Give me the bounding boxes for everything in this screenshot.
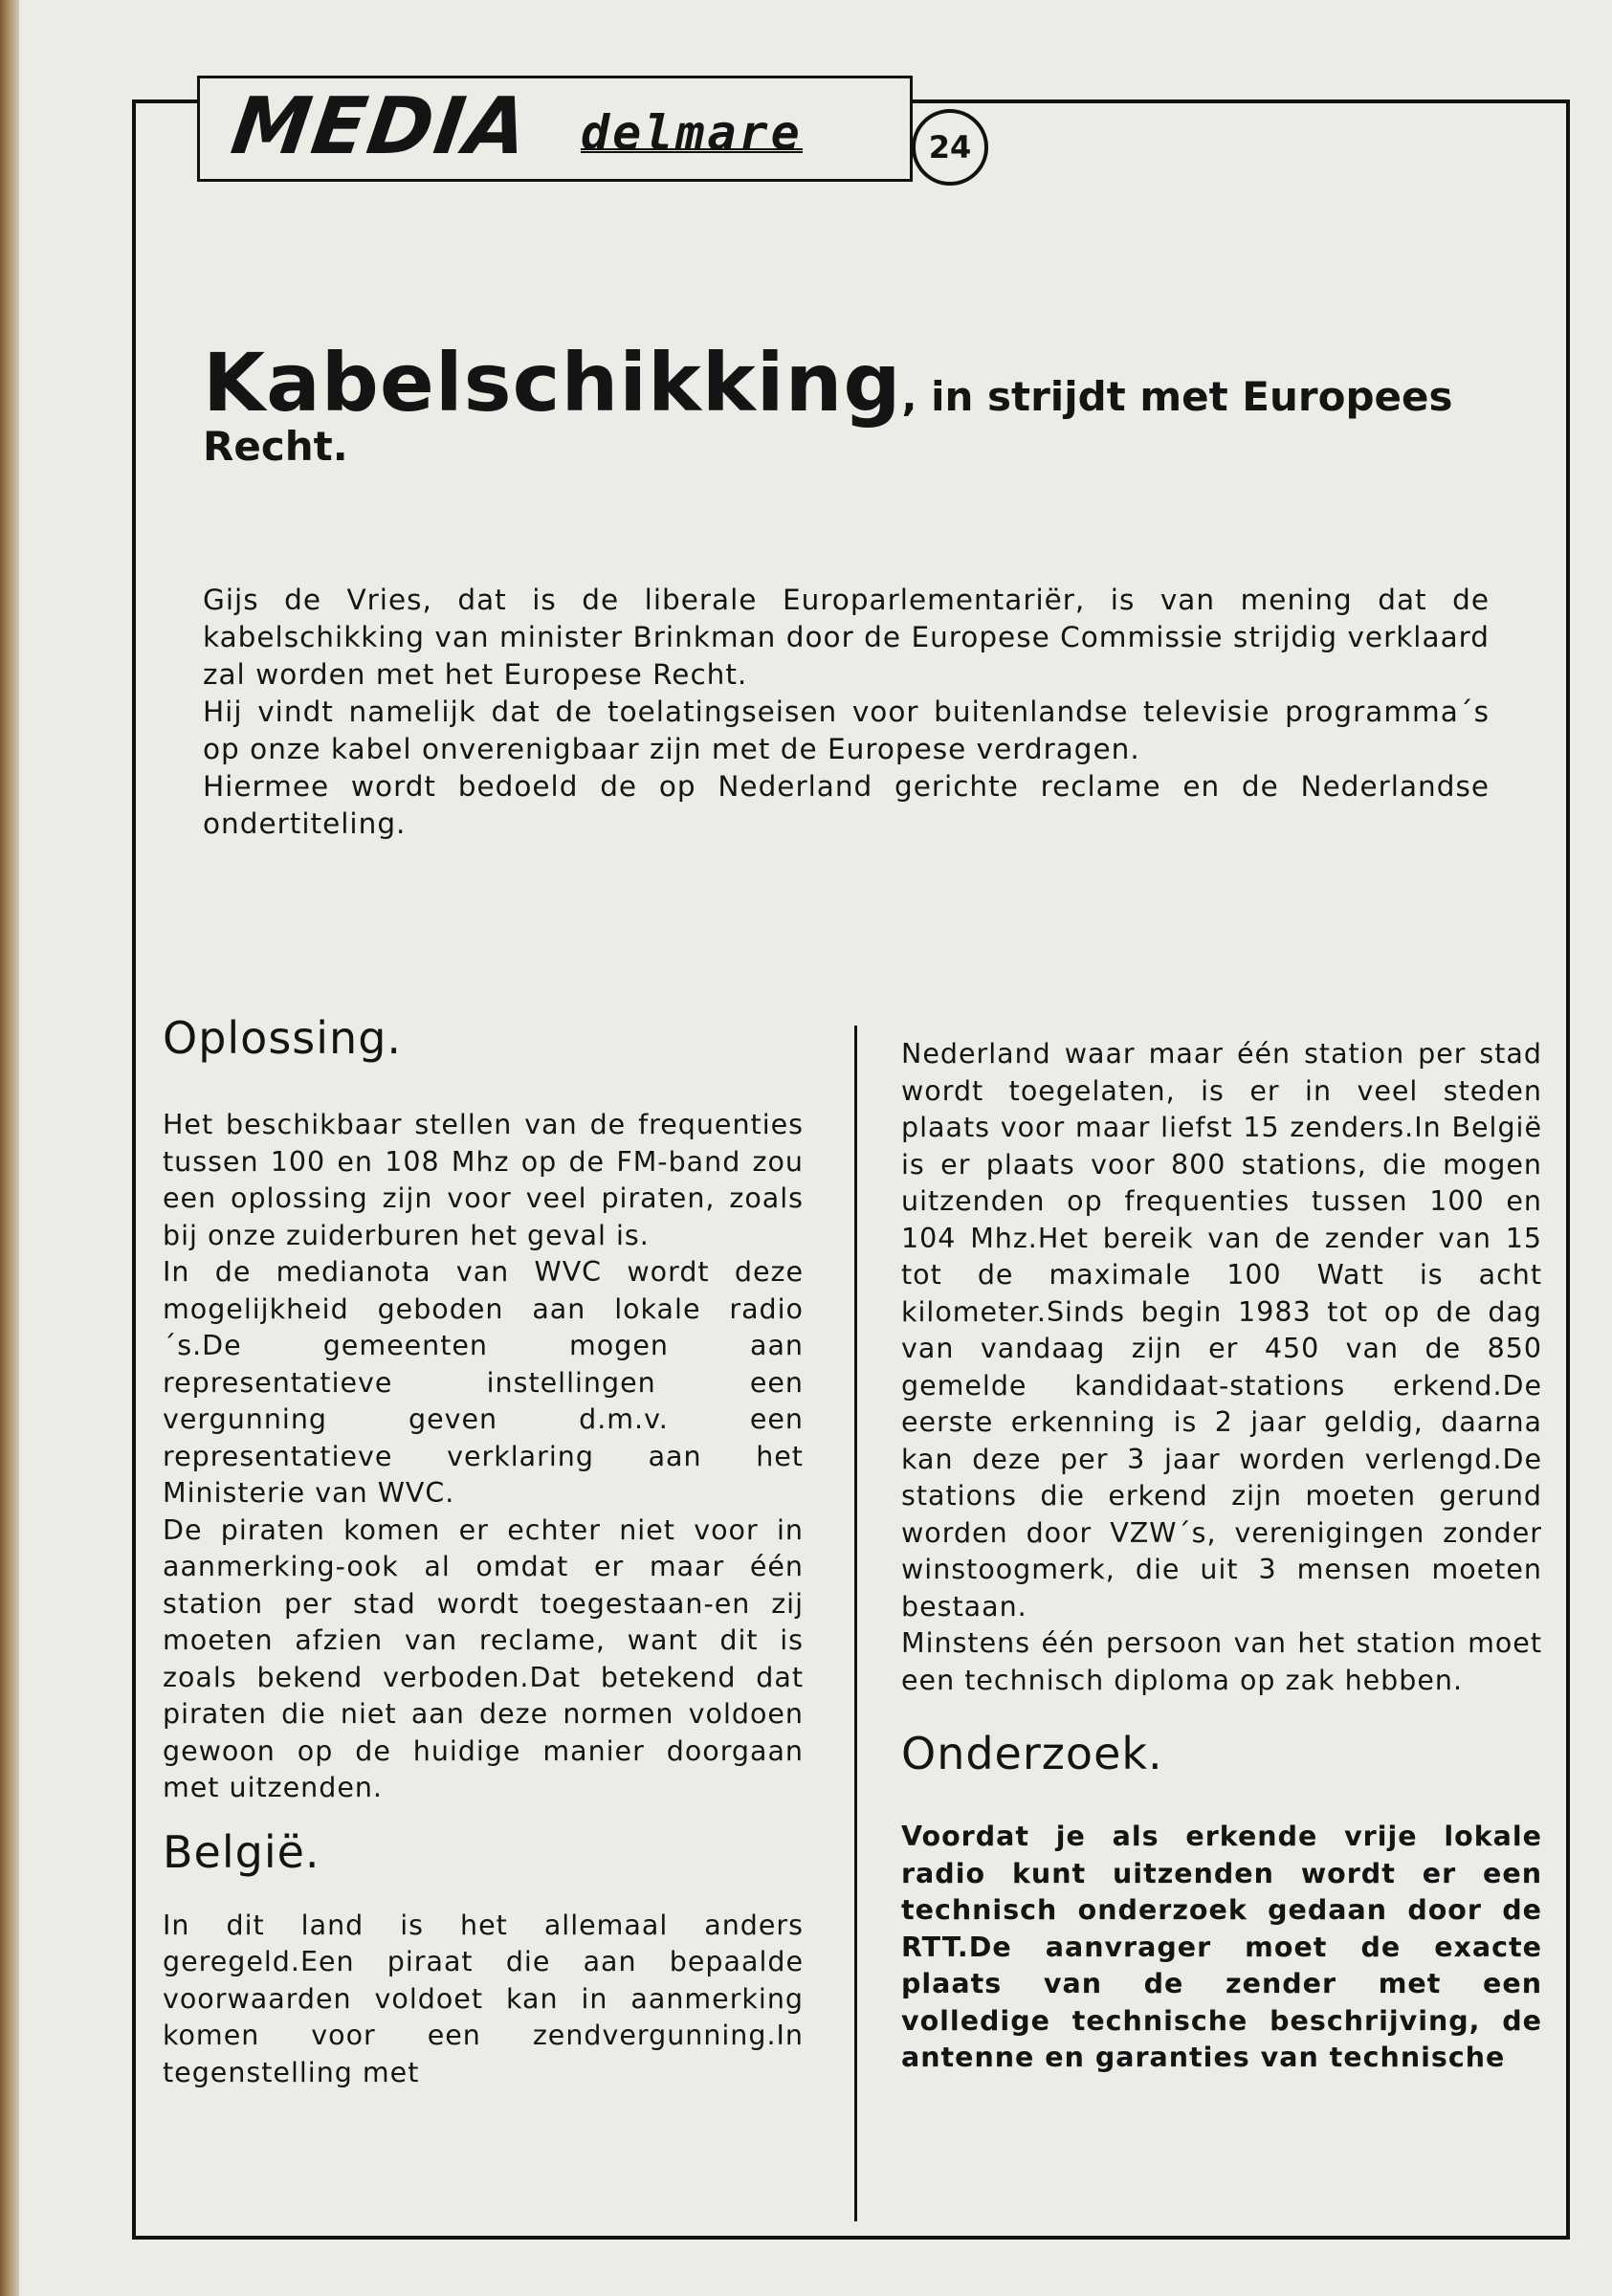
section-heading-belgie: België. (163, 1825, 320, 1878)
masthead (197, 76, 913, 182)
oplossing-paragraph: Het beschikbaar stellen van de frequenties tussen 100 en 108 Mhz op de FM-band zou een oplossing zijn voor veel piraten, zoals bij onze zuiderburen het geval is. (163, 1109, 804, 1251)
headline-rest: , in strijdt met Europees (901, 373, 1453, 420)
page-number: 24 (912, 109, 988, 186)
book-spine (0, 0, 19, 2296)
intro-text (203, 582, 1490, 843)
belgie-continued-paragraph: Nederland waar maar één station per stad wordt toegelaten, is er in veel steden plaats voor maar liefst 15 zenders.In België is er plaats voor 800 stations, die mogen uitzenden op frequenties tussen 100 en 104 Mhz.Het bereik van de zender van 15 tot de maximale 100 Watt is acht kilometer.Sinds begin 1983 tot op de dag van vandaag zijn er 450 van de 850 gemelde kandidaat-stations erkend.De eerste erkenning is 2 jaar geldig, daarna kan deze per 3 jaar worden verlengd.De stations die erkend zijn moeten gerund worden door VZW´s, verenigingen zonder winstoogmerk, die uit 3 mensen moeten bestaan. (901, 1038, 1542, 1623)
section-heading-oplossing: Oplossing. (163, 1012, 403, 1064)
belgie-continued-paragraph: Minstens één persoon van het station moet een technisch diploma op zak hebben. (901, 1627, 1542, 1696)
belgie-paragraph: In dit land is het allemaal anders geregeld.Een piraat die aan bepaalde voorwaarden voldoet kan in aanmerking komen voor een zendvergunning.In tegenstelling met (163, 1909, 804, 2088)
masthead-title: MEDIA (226, 81, 536, 172)
intro-paragraph: Hiermee wordt bedoeld de op Nederland gerichte reclame en de Nederlandse ondertiteling. (203, 770, 1490, 840)
right-column (901, 1036, 1542, 2077)
intro-paragraph: Hij vindt namelijk dat de toelatingseisen voor buitenlandse televisie programma´s op onze kabel onverenigbaar zijn met de Europese verdragen. (203, 695, 1490, 765)
oplossing-paragraph: In de medianota van WVC wordt deze mogelijkheid geboden aan lokale radio´s.De gemeenten mogen aan representatieve instellingen een vergunning geven d.m.v. een representatieve verklaring aan het Ministerie van WVC. (163, 1256, 804, 1510)
section-heading-onderzoek: Onderzoek. (901, 1728, 1163, 1779)
article-headline (203, 336, 1504, 470)
intro-paragraph: Gijs de Vries, dat is de liberale Europarlementariër, is van mening dat de kabelschikking van minister Brinkman door de Europese Commissie strijdig verklaard zal worden met het Europese Recht. (203, 584, 1490, 691)
left-column (163, 1012, 804, 2091)
onderzoek-paragraph: Voordat je als erkende vrije lokale radio kunt uitzenden wordt er een technisch onderzoek gedaan door de RTT.De aanvrager moet de exacte plaats van de zender met een volledige technische beschrijving, de antenne en garanties van technische (901, 1821, 1542, 2074)
headline-line2: Recht. (203, 423, 348, 470)
column-divider (854, 1026, 857, 2221)
headline-main: Kabelschikking (203, 336, 902, 430)
oplossing-paragraph: De piraten komen er echter niet voor in aanmerking-ook al omdat er maar één station per stad wordt toegestaan-en zij moeten afzien van reclame, want dit is zoals bekend verboden.Dat betekend dat piraten die niet aan deze normen voldoen gewoon op de huidige manier doorgaan met uitzenden. (163, 1513, 804, 1804)
masthead-subtitle: delmare (581, 105, 803, 161)
